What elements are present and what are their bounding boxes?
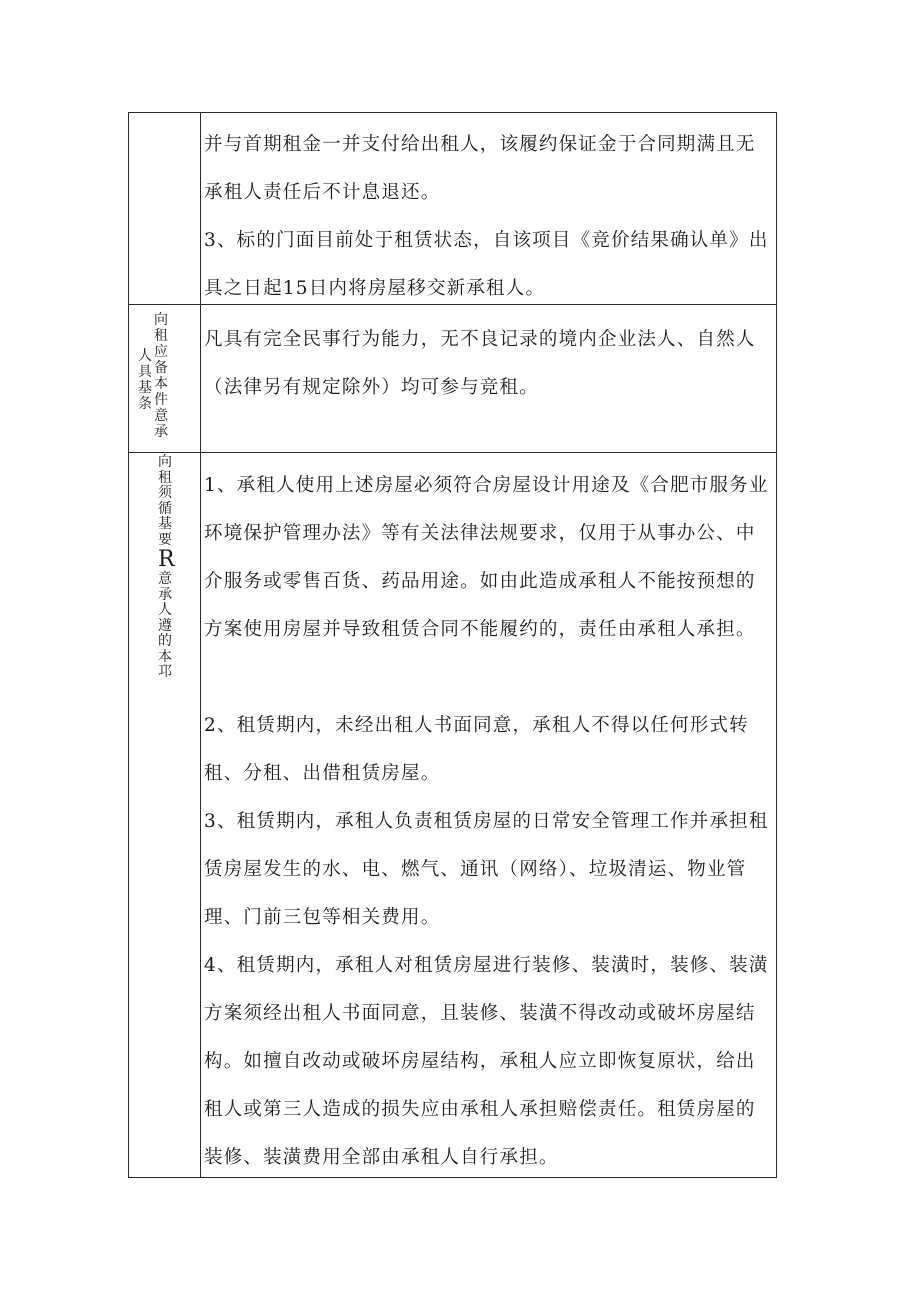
label-char: 备 [154, 360, 168, 376]
label-char: 租 [158, 469, 172, 486]
label-char: 意 [154, 408, 168, 424]
label-char: 基 [158, 516, 172, 532]
row-label-col [158, 454, 175, 681]
clause-text: 1、承租人使用上述房屋必须符合房屋设计用途及《合肥市服务业环境保护管理办法》等有关法律法规要求，仅用于从事办公、中介服务或零售百货、药品用途。如由此造成承租人不能按预想的方案使用房屋并导致租赁合同不能履约的，责任由承租人承担。 [204, 475, 769, 640]
label-char: 条 [138, 396, 152, 412]
label-char: 邛 [158, 664, 172, 680]
row-label-col2 [154, 312, 168, 440]
label-char: 承 [158, 586, 172, 603]
table-border-right [776, 112, 777, 1178]
clause-text: 4、租赁期内，承租人对租赁房屋进行装修、装潢时，装修、装潢方案须经出租人书面同意，且装修、装潢不得改动或破坏房屋结构。如擅自改动或破坏房屋结构，承租人应立即恢复原状，给出租人或第三人造成的损失应由承租人承担赔偿责任。租赁房屋的装修、装潢费用全部由承租人自行承担。 [204, 955, 769, 1168]
label-char: 循 [158, 500, 172, 517]
table-border-top [128, 112, 777, 113]
clause-text: 3、标的门面目前处于租赁状态，自该项目《竞价结果确认单》出具之日起15日内将房屋移交新承租人。 [204, 230, 769, 299]
row-label-col1 [138, 348, 152, 412]
label-char: 须 [158, 485, 172, 501]
column-divider [200, 112, 201, 1178]
label-char: 本 [158, 648, 172, 665]
label-char: 承 [154, 424, 168, 440]
label-char: 租 [154, 328, 168, 344]
clause-text: 3、租赁期内，承租人负责租赁房屋的日常安全管理工作并承担租赁房屋发生的水、电、燃气、通讯（网络）、垃圾清运、物业管理、门前三包等相关费用。 [204, 811, 769, 928]
label-char: 人 [138, 348, 152, 364]
clause-text: 2、租赁期内，未经出租人书面同意，承租人不得以任何形式转租、分租、出借租赁房屋。 [204, 715, 749, 784]
label-char: R [158, 547, 175, 572]
label-char: 向 [158, 454, 172, 470]
label-char: 应 [154, 344, 168, 360]
label-char: 具 [138, 364, 152, 380]
clause-text: 并与首期租金一并支付给出租人，该履约保证金于合同期满且无承租人责任后不计息退还。 [204, 134, 756, 203]
clause-text: 凡具有完全民事行为能力，无不良记录的境内企业法人、自然人（法律另有规定除外）均可参与竞租。 [204, 329, 756, 398]
label-char: 的 [158, 633, 172, 649]
label-char: 遵 [158, 617, 172, 634]
label-char: 要 [158, 531, 172, 548]
label-char: 本 [154, 376, 168, 392]
row-divider-2 [128, 452, 777, 453]
requirements-table [128, 112, 777, 1178]
label-char: 件 [154, 392, 168, 408]
label-char: 基 [138, 380, 152, 396]
label-char: 向 [154, 312, 168, 328]
table-border-left [128, 112, 129, 1178]
label-char: 意 [158, 571, 172, 587]
label-char: 人 [158, 602, 172, 618]
